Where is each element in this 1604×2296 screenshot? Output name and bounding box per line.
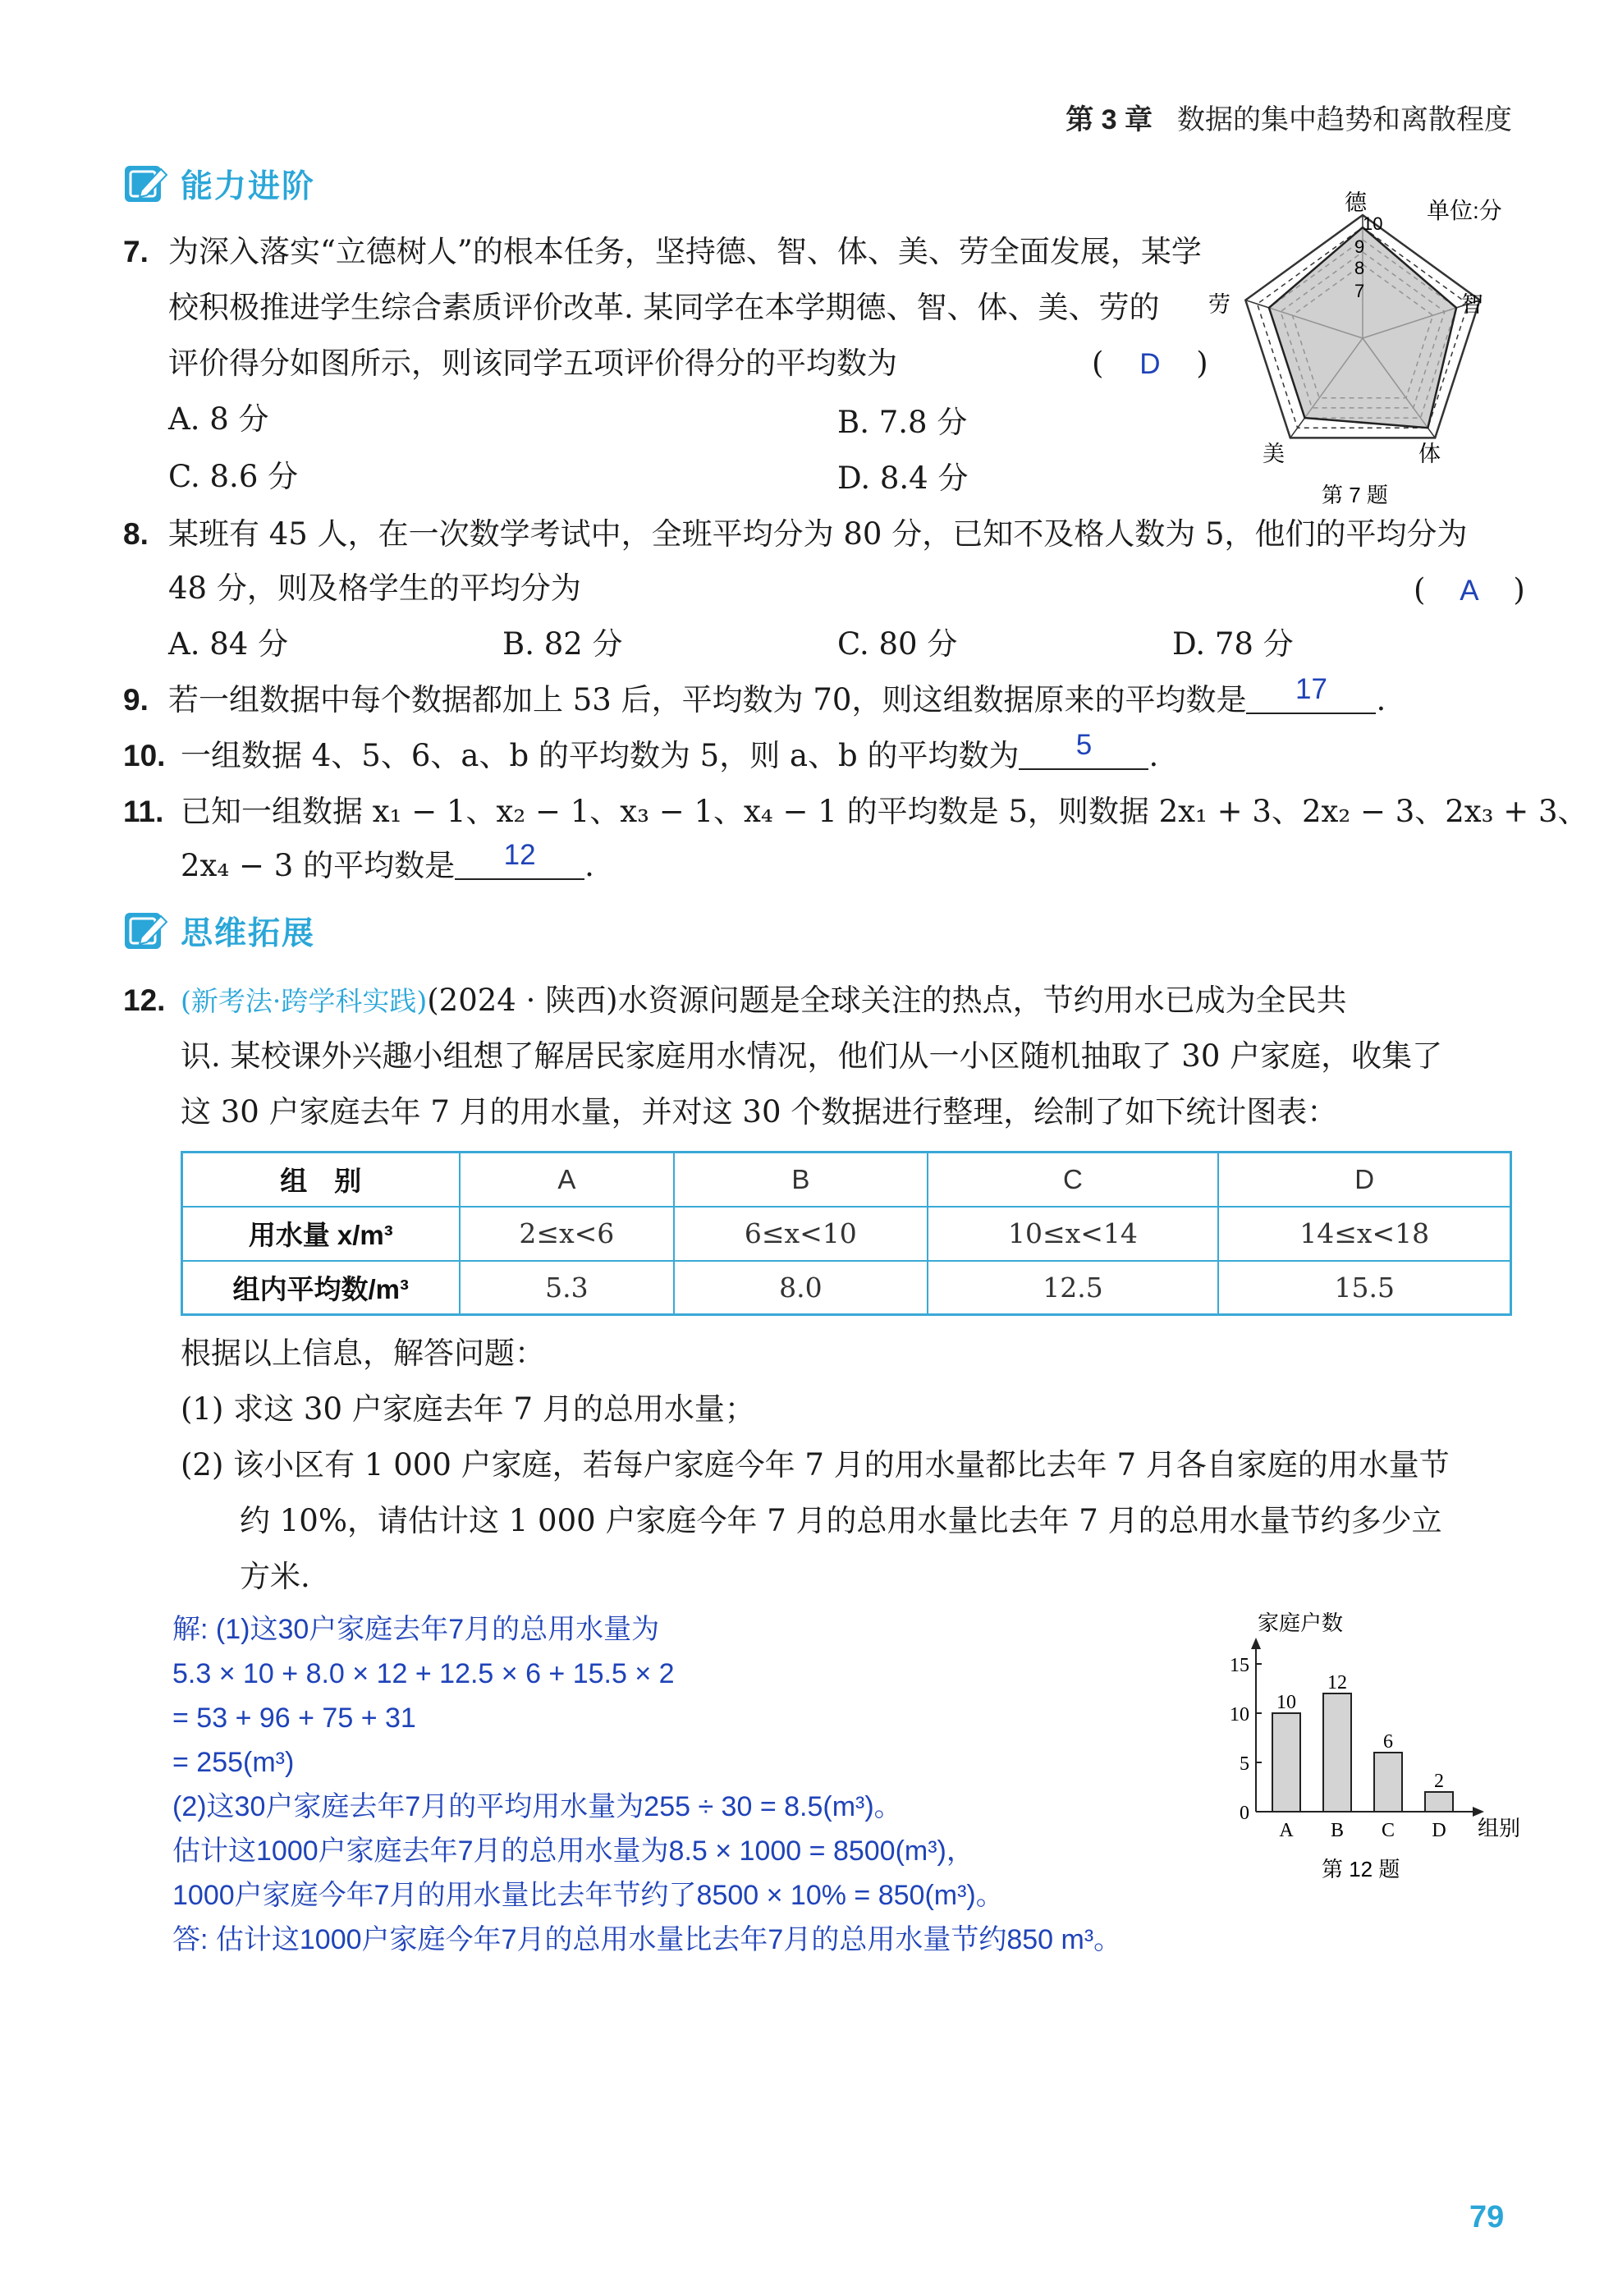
solution-line-1: 解: (1)这30户家庭去年7月的总用水量为 [172,1614,660,1645]
bar-chart [1198,1602,1551,1898]
q7-option-d: D. 8.4 分 [837,461,969,496]
q12-source: (2024 · 陕西) [427,983,618,1018]
table-cell-mean-a: 5.3 [460,1261,675,1315]
table-cell-group-d: D [1218,1153,1510,1207]
pencil-icon [123,161,171,207]
q12-sub2-line3: 方米. [240,1559,310,1594]
table-cell-group-c: C [928,1153,1219,1207]
table-row [182,1207,1511,1261]
table-header-usage: 用水量 x/m³ [182,1207,460,1261]
table-header-mean: 组内平均数/m³ [182,1261,460,1315]
q8-option-d: D. 78 分 [1172,626,1294,662]
bar-value-label: 10 [1276,1692,1296,1713]
q7-figure-caption: 第 7 题 [1322,483,1388,507]
solution-line-6: 估计这1000户家庭去年7月的总用水量为8.5 × 1000 = 8500(m³)， [172,1835,974,1867]
q12-line1-row [181,980,1347,1022]
q12-sub1: (1) 求这 30 户家庭去年 7 月的总用水量； [181,1391,755,1427]
q7-option-c: C. 8.6 分 [168,459,299,494]
q12-line3: 这 30 户家庭去年 7 月的用水量，并对这 30 个数据进行整理，绘制了如下统计图表： [181,1094,1338,1130]
q7-line2: 校积极推进学生综合素质评价改革. 某同学在本学期德、智、体、美、劳的 [168,290,1160,325]
section-title-thinking: 思维拓展 [181,916,316,951]
bar-chart-ytick-label: 0 [1240,1803,1249,1824]
radar-scale-7: 7 [1354,281,1365,301]
table-cell-range-c: 10≤x<14 [928,1207,1219,1261]
q8-answer-bracket [1414,570,1525,612]
q8-paren-close: ) [1513,572,1525,607]
q11-line1: 已知一组数据 x₁ − 1、x₂ − 1、x₃ − 1、x₄ − 1 的平均数是 5，则数据 2x₁ + 3、2x₂ − 3、2x₃ + 3、 [181,794,1588,829]
q7-option-a: A. 8 分 [168,401,269,437]
q10-end: . [1148,738,1159,773]
bar-value-label: 12 [1327,1672,1347,1693]
radar-axis-mei: 美 [1263,442,1285,466]
radar-scale-8: 8 [1354,258,1365,278]
q11-text: 2x₄ − 3 的平均数是 [181,848,456,883]
q10-number: 10. [123,739,166,772]
bar-chart-ytick-label: 10 [1230,1704,1249,1725]
table-row [182,1153,1511,1207]
q7-line3: 评价得分如图所示，则该同学五项评价得分的平均数为 [168,346,897,381]
q7-answer: D [1139,348,1161,380]
bar-chart-y-arrow [1251,1638,1261,1649]
radar-axis-ti: 体 [1418,442,1441,466]
bar-category-label: B [1330,1820,1345,1841]
q8-number: 8. [123,517,149,551]
q9-line [168,673,1386,721]
radar-axis-zhi: 智 [1461,292,1483,317]
solution-line-8: 答: 估计这1000户家庭今年7月的总用水量比去年7月的总用水量节约850 m³。 [172,1924,1122,1955]
q8-option-a: A. 84 分 [168,626,289,662]
solution-line-4: = 255(m³) [172,1747,295,1778]
table-cell-range-a: 2≤x<6 [460,1207,675,1261]
q12-line1: 水资源问题是全球关注的热点，节约用水已成为全民共 [617,983,1347,1018]
bar-chart-ytick-label: 5 [1240,1753,1249,1775]
q10-answer: 5 [1075,729,1093,761]
section-title-ability: 能力进阶 [181,169,316,204]
radar-unit-label: 单位:分 [1427,198,1502,223]
q8-line1: 某班有 45 人，在一次数学考试中，全班平均分为 80 分，已知不及格人数为 5，他们的平均分为 [168,516,1468,552]
q11-blank [455,839,584,880]
q11-number: 11. [123,795,164,828]
radar-scale-9: 9 [1354,236,1365,257]
table-header-group: 组 别 [182,1153,460,1207]
table-cell-mean-b: 8.0 [674,1261,927,1315]
chapter-title: 数据的集中趋势和离散程度 [1177,104,1512,135]
q9-end: . [1376,682,1386,717]
table-cell-mean-d: 15.5 [1218,1261,1510,1315]
q8-option-c: C. 80 分 [837,626,958,662]
q10-line [181,729,1159,777]
bar-B [1323,1693,1351,1812]
q7-number: 7. [123,235,149,268]
chapter-label: 第 3 章 [1066,104,1153,135]
radar-axis-lao: 劳 [1208,292,1230,317]
solution-line-5: (2)这30户家庭去年7月的平均用水量为255 ÷ 30 = 8.5(m³)。 [172,1791,902,1822]
water-usage-table [181,1151,1512,1316]
running-header [1066,97,1512,137]
bar-value-label: 6 [1383,1731,1393,1753]
q12-line2: 识. 某校课外兴趣小组想了解居民家庭用水情况，他们从一小区随机抽取了 30 户家庭，收集了 [181,1038,1443,1074]
q9-answer: 17 [1295,673,1327,705]
solution-line-3: = 53 + 96 + 75 + 31 [172,1703,416,1734]
section-banner-thinking [123,908,315,954]
q7-paren-close: ) [1196,346,1208,381]
bar-value-label: 2 [1434,1771,1444,1792]
table-cell-range-d: 14≤x<18 [1218,1207,1510,1261]
radar-chart [1190,182,1551,511]
q12-tag: (新考法·跨学科实践) [181,985,428,1017]
q8-option-b: B. 82 分 [502,626,623,662]
table-cell-range-b: 6≤x<10 [674,1207,927,1261]
page-number: 79 [1469,2200,1505,2234]
radar-scale-10: 10 [1363,213,1383,234]
bar-category-label: A [1279,1820,1294,1841]
q12-sub2-line1: (2) 该小区有 1 000 户家庭，若每户家庭今年 7 月的用水量都比去年 7 月各自家庭的用水量节 [181,1447,1450,1483]
bar-C [1374,1753,1402,1812]
table-row [182,1261,1511,1315]
table-cell-mean-c: 12.5 [928,1261,1219,1315]
q7-option-b: B. 7.8 分 [837,405,968,440]
q9-text: 若一组数据中每个数据都加上 53 后，平均数为 70，则这组数据原来的平均数是 [168,682,1247,717]
table-cell-group-a: A [460,1153,675,1207]
q8-paren-open: ( [1414,572,1426,607]
q8-answer: A [1460,575,1479,607]
q11-line2 [181,839,594,887]
solution-line-7: 1000户家庭今年7月的用水量比去年节约了8500 × 10% = 850(m³)。 [172,1880,1004,1911]
q12-prompt: 根据以上信息，解答问题： [181,1336,545,1371]
bar-chart-ytick-label: 15 [1230,1655,1249,1676]
q12-figure-caption: 第 12 题 [1322,1857,1400,1881]
bar-A [1272,1713,1300,1812]
q7-paren-open: ( [1092,346,1104,381]
q8-line2: 48 分，则及格学生的平均分为 [168,571,581,606]
bar-chart-ylabel: 家庭户数 [1258,1611,1344,1635]
q11-answer: 12 [503,839,536,871]
radar-axis-de: 德 [1345,190,1367,215]
q12-sub2-line2: 约 10%，请估计这 1 000 户家庭今年 7 月的总用水量比去年 7 月的总用水量节约多少立 [240,1503,1442,1538]
q11-end: . [584,848,594,883]
table-cell-group-b: B [674,1153,927,1207]
q9-blank [1246,673,1376,714]
q7-line1: 为深入落实“立德树人”的根本任务，坚持德、智、体、美、劳全面发展，某学 [168,234,1202,269]
bar-category-label: C [1381,1820,1395,1841]
bar-chart-bars [1272,1672,1453,1841]
pencil-icon [123,908,171,954]
bar-category-label: D [1432,1820,1446,1841]
solution-line-2: 5.3 × 10 + 8.0 × 12 + 12.5 × 6 + 15.5 × 2 [172,1658,675,1689]
q10-blank [1019,729,1148,770]
section-banner-ability [123,161,315,207]
q10-text: 一组数据 4、5、6、a、b 的平均数为 5，则 a、b 的平均数为 [181,738,1020,773]
q9-number: 9. [123,683,149,717]
bar-chart-xlabel: 组别 [1478,1816,1521,1840]
bar-D [1425,1792,1453,1812]
q12-number: 12. [123,983,166,1017]
